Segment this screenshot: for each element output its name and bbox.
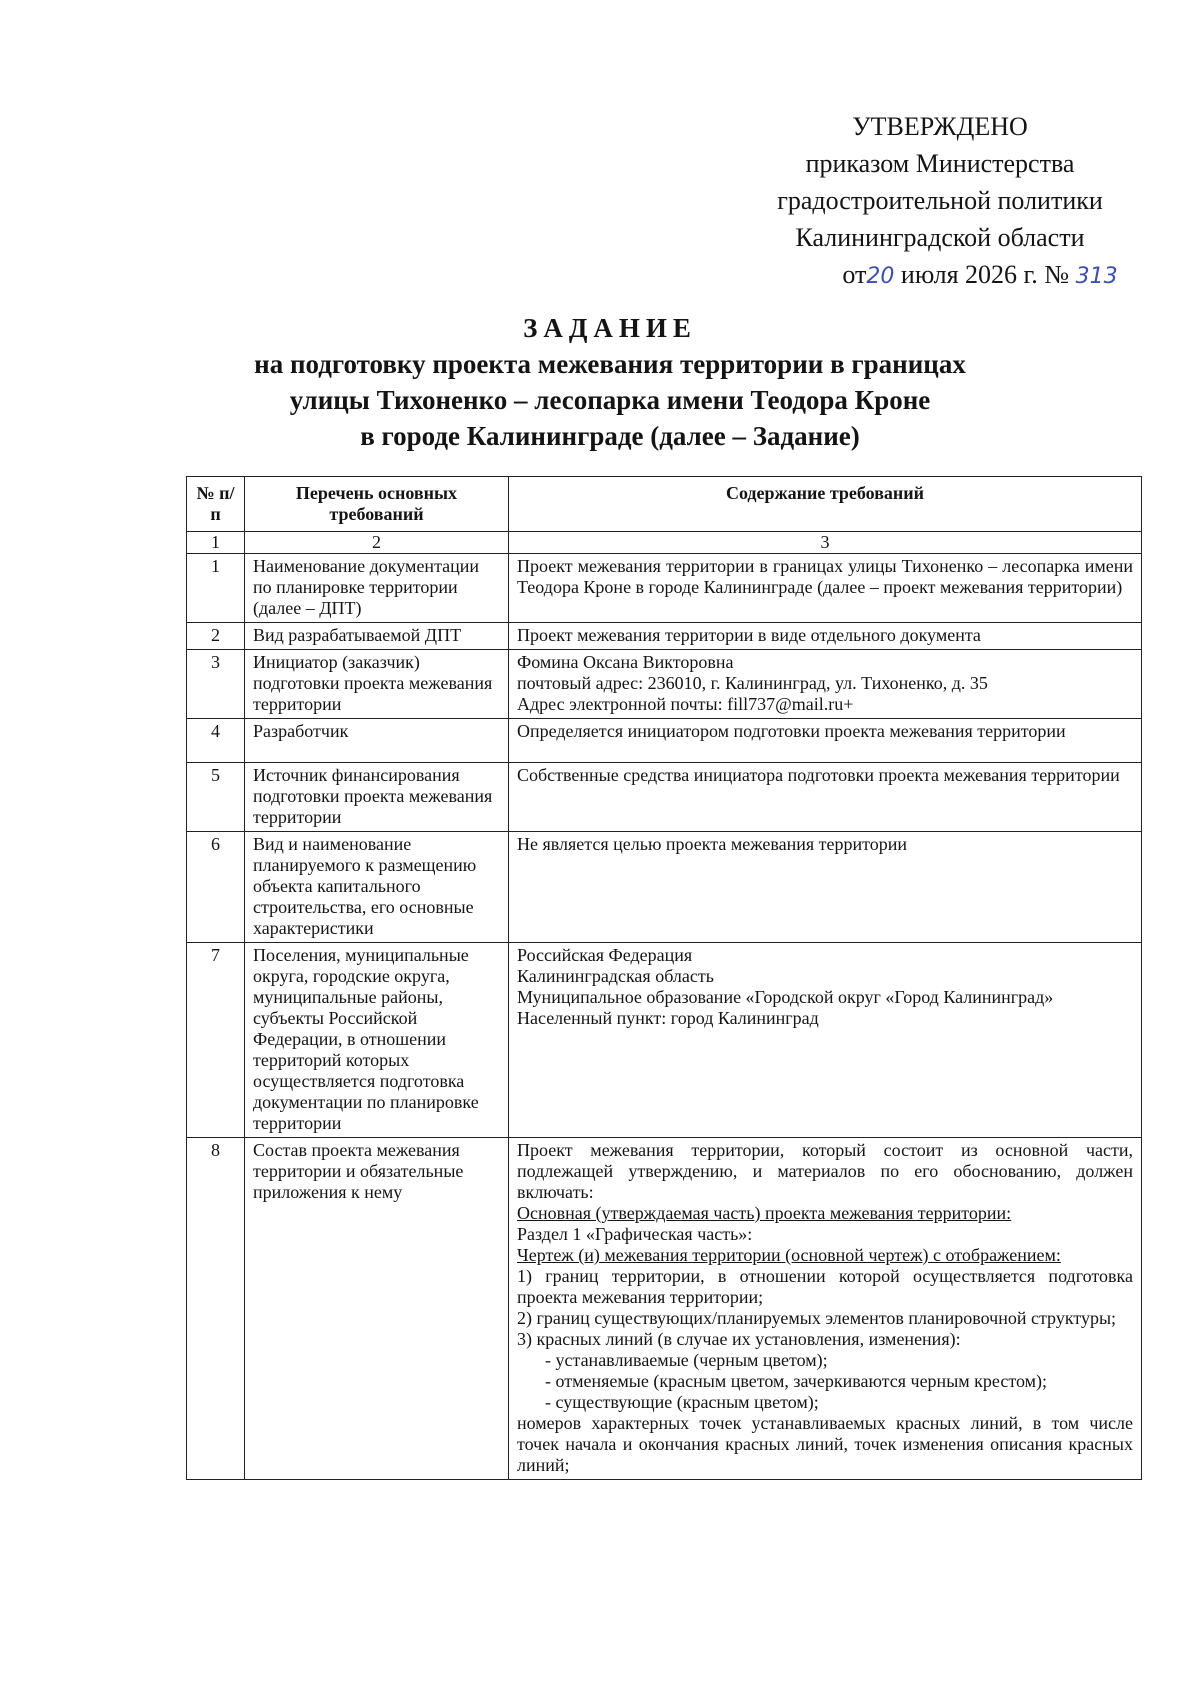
initiator-address: почтовый адрес: 236010, г. Калининград, ул. Тихоненко, д. 35 — [517, 673, 988, 693]
composition-subitem: - существующие (красным цветом); — [545, 1392, 819, 1412]
approval-line: градостроительной политики — [777, 186, 1103, 215]
title-heading: ЗАДАНИЕ — [523, 313, 697, 343]
row-number: 3 — [187, 650, 245, 719]
composition-item: номеров характерных точек устанавливаемых красных линий, в том числе точек начала и окончания красных линий, точек изменения описания красных линий; — [517, 1413, 1133, 1475]
composition-section: Раздел 1 «Графическая часть»: — [517, 1224, 753, 1244]
row-requirement: Вид разрабатываемой ДПТ — [245, 623, 509, 650]
row-content: Собственные средства инициатора подготовки проекта межевания территории — [509, 763, 1142, 832]
row-number: 4 — [187, 719, 245, 763]
row-requirement: Состав проекта межевания территории и обязательные приложения к нему — [245, 1138, 509, 1480]
territory-line: Калининградская область — [517, 966, 714, 986]
row-content: Не является целью проекта межевания территории — [509, 832, 1142, 943]
composition-intro: Проект межевания территории, который состоит из основной части, подлежащей утверждению, и материалов по его обоснованию, должен включать: — [517, 1140, 1133, 1202]
table-row — [187, 623, 1142, 650]
table-row — [187, 832, 1142, 943]
approval-block — [720, 108, 1160, 295]
date-rest: июля 2026 г. № — [900, 260, 1070, 289]
date-prefix: от — [842, 260, 867, 289]
row-requirement: Поселения, муниципальные округа, городские округа, муниципальные районы, субъекты Российской Федерации, в отношении территорий которых осуществляется подготовка документации по планировке территории — [245, 943, 509, 1138]
composition-subitem: - устанавливаемые (черным цветом); — [545, 1350, 828, 1370]
territory-line: Муниципальное образование «Городской округ «Город Калининград» — [517, 987, 1054, 1007]
row-content — [509, 1138, 1142, 1480]
table-row — [187, 719, 1142, 763]
row-content — [509, 650, 1142, 719]
row-number: 6 — [187, 832, 245, 943]
row-content — [509, 943, 1142, 1138]
approval-heading: УТВЕРЖДЕНО — [852, 112, 1028, 141]
row-number: 8 — [187, 1138, 245, 1480]
row-number: 7 — [187, 943, 245, 1138]
row-number: 1 — [187, 554, 245, 623]
header-number: № п/п — [187, 477, 245, 532]
approval-line: приказом Министерства — [805, 149, 1075, 178]
composition-item: 2) границ существующих/планируемых элементов планировочной структуры; — [517, 1308, 1117, 1328]
title-line: в городе Калининграде (далее – Задание) — [360, 421, 860, 451]
approval-line: Калининградской области — [795, 223, 1085, 252]
composition-subheading: Основная (утверждаемая часть) проекта межевания территории: — [517, 1203, 1012, 1223]
column-number: 1 — [187, 532, 245, 554]
column-number-row — [187, 532, 1142, 554]
composition-subitem: - отменяемые (красным цветом, зачеркиваются черным крестом); — [545, 1371, 1048, 1391]
table-row — [187, 1138, 1142, 1480]
table-row — [187, 763, 1142, 832]
handwritten-day: 20 — [866, 264, 895, 289]
row-number: 2 — [187, 623, 245, 650]
table-row — [187, 943, 1142, 1138]
table-header-row — [187, 477, 1142, 532]
initiator-name: Фомина Оксана Викторовна — [517, 652, 734, 672]
row-number: 5 — [187, 763, 245, 832]
table-row — [187, 650, 1142, 719]
handwritten-order-number: 313 — [1075, 264, 1118, 289]
row-requirement: Вид и наименование планируемого к размещению объекта капитального строительства, его основные характеристики — [245, 832, 509, 943]
approval-date — [720, 256, 1160, 295]
composition-drawing: Чертеж (и) межевания территории (основной чертеж) с отображением: — [517, 1245, 1061, 1265]
requirements-table — [186, 476, 1142, 1480]
row-requirement: Источник финансирования подготовки проекта межевания территории — [245, 763, 509, 832]
row-content: Проект межевания территории в границах улицы Тихоненко – лесопарка имени Теодора Кроне в городе Калининграде (далее – проект межевания территории) — [509, 554, 1142, 623]
title-line: улицы Тихоненко – лесопарка имени Теодора Кроне — [289, 385, 931, 415]
column-number: 3 — [509, 532, 1142, 554]
column-number: 2 — [245, 532, 509, 554]
title-line: на подготовку проекта межевания территории в границах — [254, 349, 966, 379]
territory-line: Российская Федерация — [517, 945, 693, 965]
row-content: Проект межевания территории в виде отдельного документа — [509, 623, 1142, 650]
row-requirement: Разработчик — [245, 719, 509, 763]
territory-line: Населенный пункт: город Калининград — [517, 1008, 819, 1028]
row-requirement: Инициатор (заказчик) подготовки проекта межевания территории — [245, 650, 509, 719]
row-requirement: Наименование документации по планировке территории (далее – ДПТ) — [245, 554, 509, 623]
composition-item: 3) красных линий (в случае их установления, изменения): — [517, 1329, 961, 1349]
initiator-email: Адрес электронной почты: fill737@mail.ru+ — [517, 694, 854, 714]
composition-item: 1) границ территории, в отношении которой осуществляется подготовка проекта межевания территории; — [517, 1266, 1133, 1307]
header-content: Содержание требований — [509, 477, 1142, 532]
document-title — [150, 310, 1070, 454]
row-content: Определяется инициатором подготовки проекта межевания территории — [509, 719, 1142, 763]
header-requirements: Перечень основных требований — [245, 477, 509, 532]
table-row — [187, 554, 1142, 623]
